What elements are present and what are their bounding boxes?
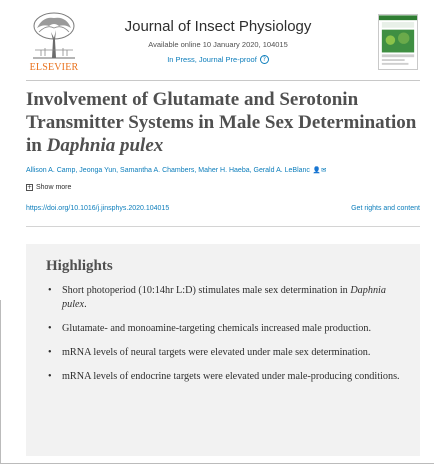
info-circle-icon[interactable]: ? [260, 55, 269, 64]
highlights-list [48, 284, 408, 394]
elsevier-tree-icon [29, 10, 79, 62]
highlight-text: Short photoperiod (10:14hr L:D) stimulates male sex determination in [62, 285, 351, 296]
journal-title-link[interactable]: Journal of Insect Physiology [124, 18, 312, 35]
journal-cover-icon[interactable] [378, 14, 418, 70]
highlight-item [48, 346, 408, 360]
article-title [26, 88, 422, 157]
show-more-label: Show more [36, 184, 72, 191]
author-list[interactable] [26, 166, 426, 174]
expand-plus-icon: + [27, 184, 33, 191]
section-divider [26, 226, 420, 227]
doi-link[interactable]: https://doi.org/10.1016/j.jinsphys.2020.104015 [26, 205, 170, 212]
authors-text[interactable]: Allison A. Camp, Jeonga Yun, Samantha A. Chambers, Maher H. Haeba, Gerald A. LeBlanc [26, 167, 310, 174]
bullet: • [48, 371, 52, 382]
article-status[interactable] [167, 55, 269, 64]
highlight-text: Glutamate- and monoamine-targeting chemicals increased male production. [62, 323, 372, 334]
highlight-item [48, 284, 408, 312]
header-divider [26, 80, 420, 81]
article-title-species: Daphnia pulex [46, 135, 164, 156]
bullet: • [48, 347, 52, 358]
bullet: • [48, 285, 52, 296]
article-header [0, 0, 434, 80]
highlight-item [48, 322, 408, 336]
highlight-item [48, 370, 408, 384]
window-edge-left [0, 300, 1, 464]
article-title-main: Involvement of Glutamate and Serotonin Transmitter Systems in Male Sex Determination in [26, 89, 417, 156]
highlight-tail: . [84, 299, 87, 310]
show-more-button[interactable] [26, 184, 71, 191]
publisher-name: ELSEVIER [29, 62, 79, 73]
bullet: • [48, 323, 52, 334]
availability-date: Available online 10 January 2020, 104015 [148, 40, 288, 49]
highlight-text: mRNA levels of endocrine targets were elevated under male-producing conditions. [62, 371, 400, 382]
highlight-species: Daphnia pulex [62, 285, 386, 310]
highlight-text: mRNA levels of neural targets were elevated under male sex determination. [62, 347, 371, 358]
journal-info [110, 18, 326, 67]
elsevier-logo[interactable] [26, 10, 82, 76]
status-text: In Press, Journal Pre-proof [167, 55, 257, 64]
author-contact-icons[interactable]: 👤✉ [312, 166, 327, 174]
highlights-box [26, 244, 420, 456]
rights-link[interactable]: Get rights and content [351, 205, 420, 212]
highlights-heading: Highlights [46, 258, 113, 274]
